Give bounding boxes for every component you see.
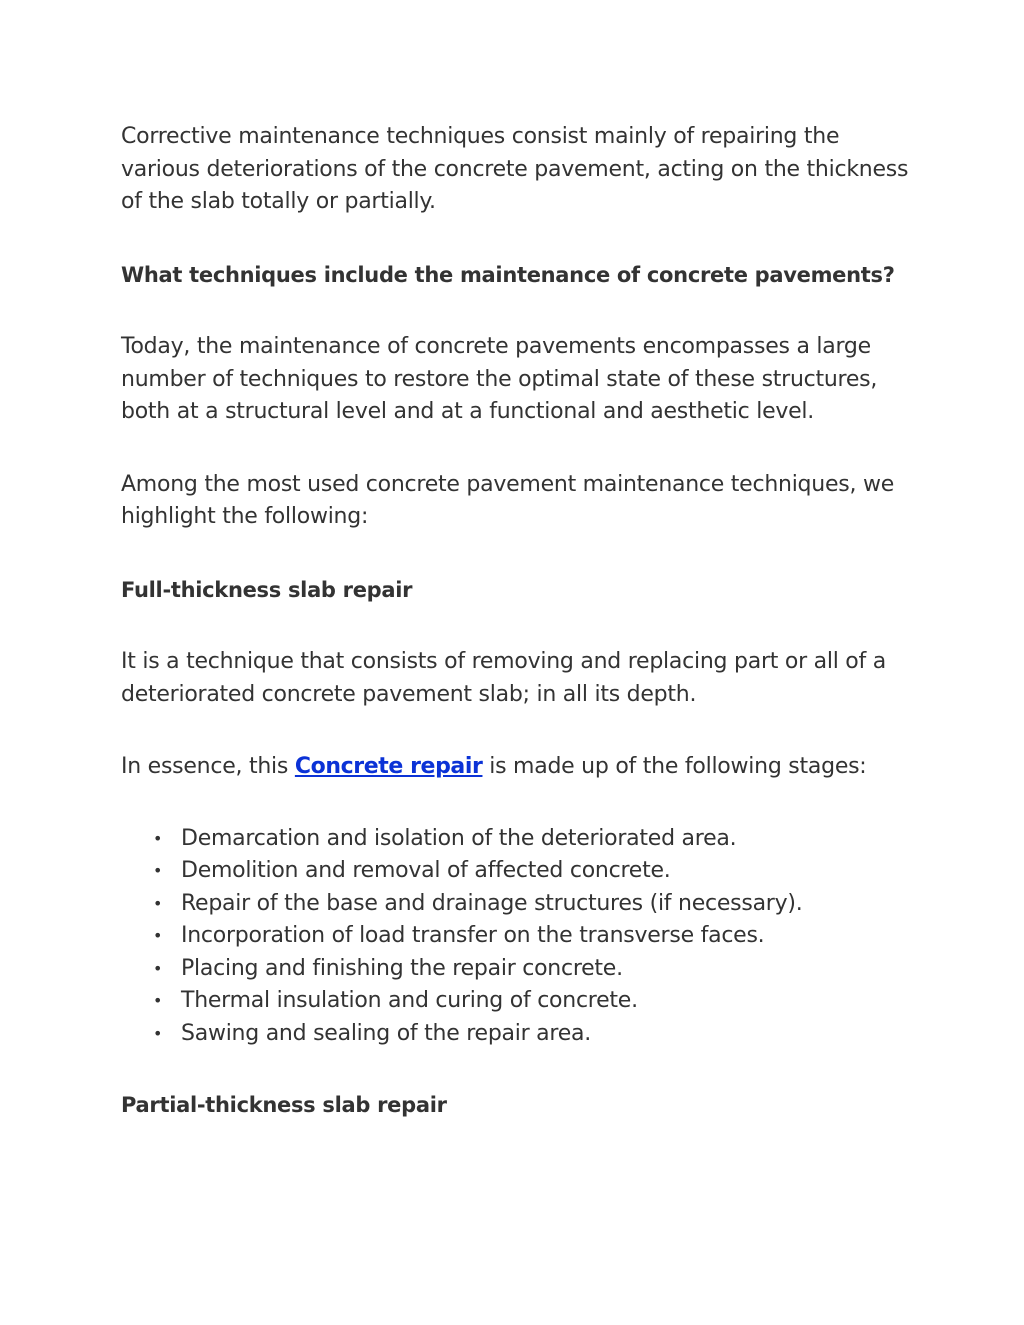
list-item — [153, 855, 911, 888]
list-item-text: Placing and finishing the repair concrete. — [181, 955, 623, 981]
among-paragraph: Among the most used concrete pavement maintenance techniques, we highlight the following: — [121, 471, 894, 529]
list-item — [153, 920, 911, 953]
essence-text-before: In essence, this — [121, 754, 295, 779]
essence-text-after: is made up of the following stages: — [482, 754, 867, 779]
bullet-icon: • — [153, 1023, 163, 1043]
list-item-text: Sawing and sealing of the repair area. — [181, 1020, 591, 1046]
intro-paragraph: Corrective maintenance techniques consist mainly of repairing the various deteriorations of the concrete pavement, acting on the thickness of the slab totally or partially. — [121, 124, 909, 214]
list-item — [153, 953, 911, 986]
bullet-icon: • — [153, 893, 163, 913]
bullet-icon: • — [153, 861, 163, 880]
essence-paragraph — [121, 751, 911, 784]
list-item-text: Incorporation of load transfer on the transverse faces. — [181, 923, 765, 948]
document-page — [121, 121, 911, 1122]
heading-techniques: What techniques include the maintenance of concrete pavements? — [121, 262, 895, 287]
list-item — [153, 985, 911, 1018]
heading-partial-thickness: Partial-thickness slab repair — [121, 1093, 447, 1117]
list-item — [153, 1018, 911, 1051]
list-item — [153, 888, 911, 921]
list-item-text: Demolition and removal of affected concrete. — [181, 858, 671, 883]
list-item-text: Thermal insulation and curing of concrete. — [181, 988, 638, 1013]
heading-full-thickness: Full-thickness slab repair — [121, 577, 413, 602]
stages-list — [121, 823, 911, 1051]
list-item — [153, 823, 911, 856]
bullet-icon: • — [153, 991, 163, 1010]
bullet-icon: • — [153, 828, 163, 848]
list-item-text: Demarcation and isolation of the deteriorated area. — [181, 825, 737, 851]
full-thickness-paragraph: It is a technique that consists of removing and replacing part or all of a deteriorated concrete pavement slab; in all its depth. — [121, 649, 886, 707]
bullet-icon: • — [153, 958, 163, 978]
bullet-icon: • — [153, 926, 163, 945]
list-item-text: Repair of the base and drainage structures (if necessary). — [181, 890, 803, 916]
today-paragraph: Today, the maintenance of concrete pavements encompasses a large number of techniques to restore the optimal state of these structures, both at a structural level and at a functional and aesthetic level. — [121, 334, 878, 424]
concrete-repair-link[interactable]: Concrete repair — [294, 754, 483, 779]
